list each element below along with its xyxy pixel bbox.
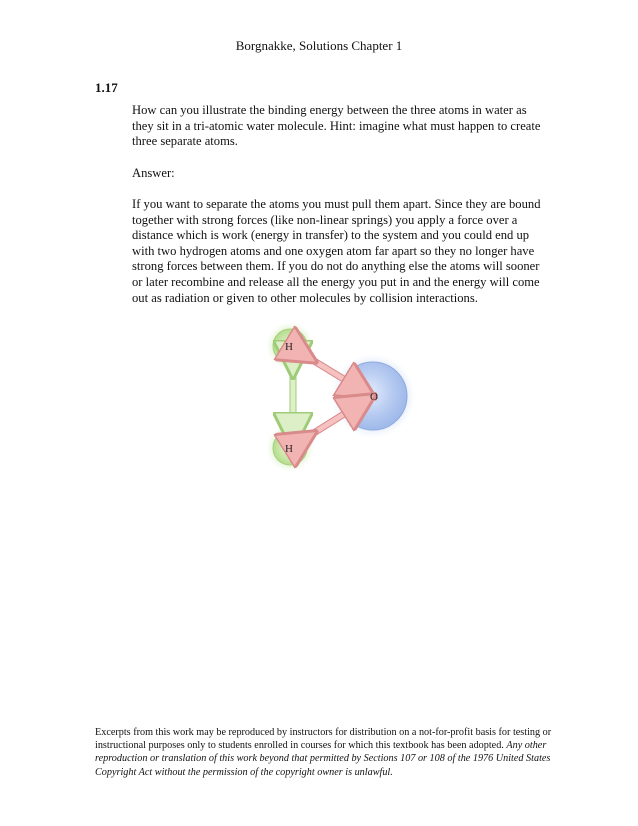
water-molecule-svg — [256, 322, 416, 472]
hydrogen-bottom-label: H — [285, 443, 293, 455]
footer-plain-text: Excerpts from this work may be reproduced by instructors for distribution on a not-for-profit basis for testing or instructional purposes only to students enrolled in courses for which this textbook has been adopted. — [95, 727, 552, 752]
answer-text: If you want to separate the atoms you must pull them apart. Since they are bound together with strong forces (like non-linear springs) you apply a force over a distance which is work (energy in transfer) to the system and you could end up with two hydrogen atoms and one oxygen atom far apart so they no longer have strong forces between them. If you do not do anything else the atoms will sooner or later recombine and release all the energy you put in and the energy will come out as radiation or given to other molecules by collision interactions. — [132, 197, 541, 305]
problem-number: 1.17 — [95, 80, 118, 95]
hydrogen-top-label: H — [285, 341, 293, 353]
water-molecule-diagram — [256, 322, 416, 472]
answer-label: Answer: — [132, 166, 175, 180]
footer-italic-text: Any other reproduction or translation of this work beyond that permitted by Sections 107 or 108 of the 1976 United States Copyright Act without the permission of the copyright owner is unlawful. — [95, 740, 551, 778]
problem-question: How can you illustrate the binding energy between the three atoms in water as they sit in a tri-atomic water molecule. Hint: imagine what must happen to create three separate atoms. — [132, 103, 541, 149]
copyright-footer — [95, 726, 565, 779]
page-header: Borgnakke, Solutions Chapter 1 — [235, 38, 403, 53]
oxygen-label: O — [370, 391, 378, 403]
